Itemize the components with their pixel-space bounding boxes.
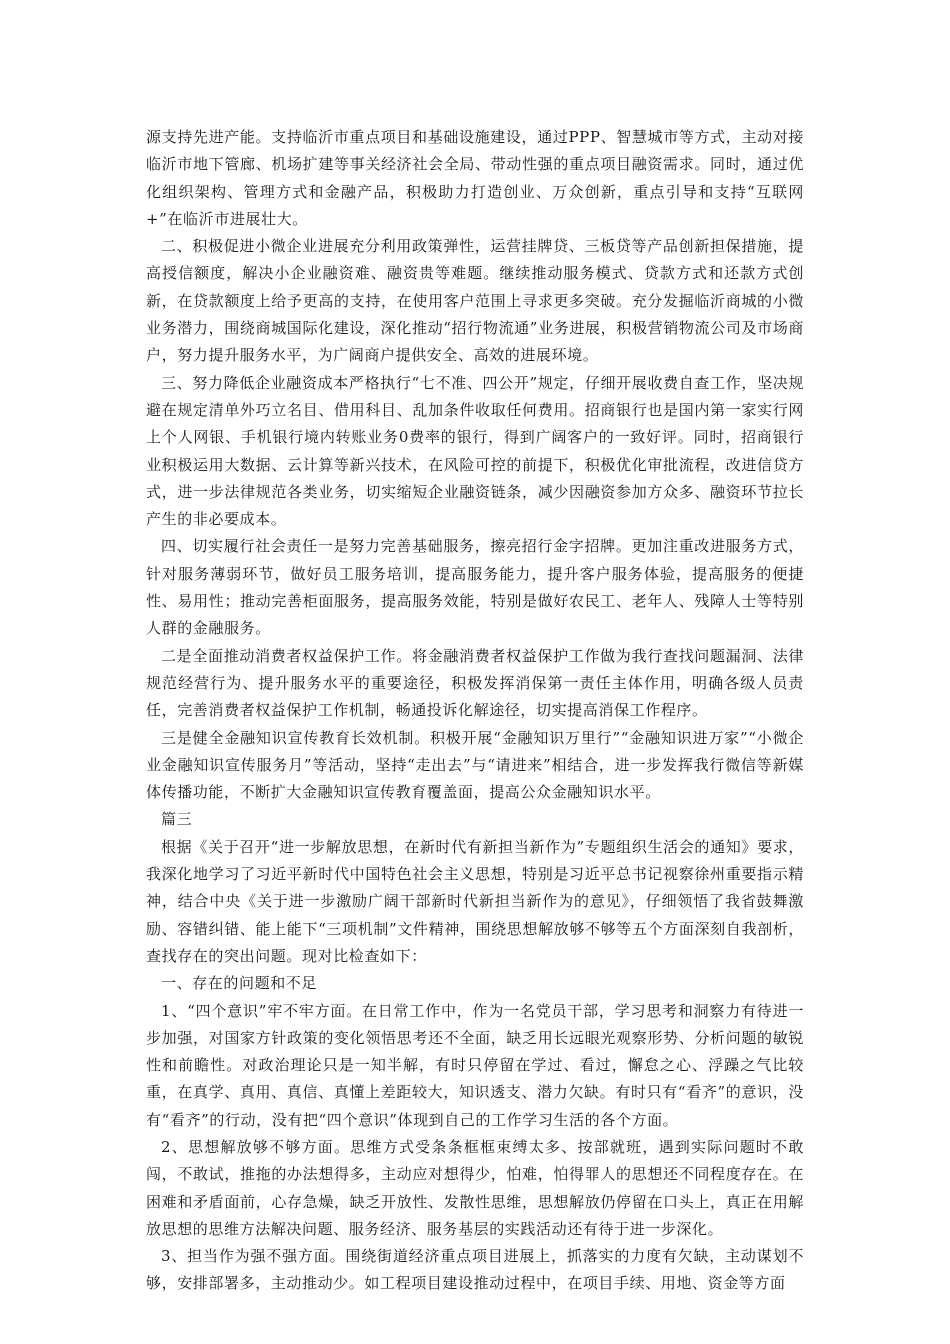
paragraph-4: 四、切实履行社会责任一是努力完善基础服务，擦亮招行金字招牌。更加注重改进服务方式，针对服务薄弱环节，做好员工服务培训，提高服务能力，提升客户服务体验，提高服务的便捷性、易用性；推动完善柜面服务，提高服务效能，特别是做好农民工、老年人、残障人士等特别人群的金融服务。 <box>146 537 804 638</box>
section-heading: 篇三 <box>161 810 193 829</box>
paragraph-3: 三、努力降低企业融资成本严格执行“七不准、四公开”规定，仔细开展收费自查工作，坚决规避在规定清单外巧立名目、借用科目、乱加条件收取任何费用。招商银行也是国内第一家实行网上个人网银、手机银行境内转账业务0费率的银行，得到广阔客户的一致好评。同时，招商银行业积极运用大数据、云计算等新兴技术，在风险可控的前提下，积极优化审批流程，改进信贷方式，进一步法律规范各类业务，切实缩短企业融资链条，减少因融资参加方众多、融资环节拉长产生的非必要成本。 <box>146 373 804 529</box>
paragraph-10: 1、“四个意识”牢不牢方面。在日常工作中，作为一名党员干部，学习思考和洞察力有待进一步加强，对国家方针政策的变化领悟思考还不全面，缺乏用长远眼光观察形势、分析问题的敏锐性和前瞻性。对政治理论只是一知半解，有时只停留在学过、看过，懈怠之心、浮躁之气比较重，在真学、真用、真信、真懂上差距较大，知识透支、潜力欠缺。有时只有“看齐”的意识，没有“看齐”的行动，没有把“四个意识”体现到自己的工作学习生活的各个方面。 <box>146 1001 804 1129</box>
paragraph-1: 源支持先进产能。支持临沂市重点项目和基础设施建设，通过PPP、智慧城市等方式，主动对接临沂市地下管廊、机场扩建等事关经济社会全局、带动性强的重点项目融资需求。同时，通过优化组织架构、管理方式和金融产品，积极助力打造创业、万众创新，重点引导和支持“互联网+”在临沂市进展壮大。 <box>146 128 804 228</box>
document-page <box>146 124 804 1298</box>
paragraph-12: 3、担当作为强不强方面。围绕街道经济重点项目进展上，抓落实的力度有欠缺，主动谋划不够，安排部署多，主动推动少。如工程项目建设推动过程中，在项目手续、用地、资金等方面 <box>146 1247 804 1293</box>
paragraph-8: 根据《关于召开“进一步解放思想，在新时代有新担当新作为”专题组织生活会的通知》要求，我深化地学习了习近平新时代中国特色社会主义思想，特别是习近平总书记视察徐州重要指示精神，结合中央《关于进一步激励广阔干部新时代新担当新作为的意见》，仔细领悟了我省鼓舞激励、容错纠错、能上能下“三项机制”文件精神，围绕思想解放够不够等五个方面深刻自我剖析，查找存在的突出问题。现对比检查如下： <box>146 837 804 965</box>
paragraph-2: 二、积极促进小微企业进展充分利用政策弹性，运营挂牌贷、三板贷等产品创新担保措施，提高授信额度，解决小企业融资难、融资贵等难题。继续推动服务模式、贷款方式和还款方式创新，在贷款额度上给予更高的支持，在使用客户范围上寻求更多突破。充分发掘临沂商城的小微业务潜力，围绕商城国际化建设，深化推动“招行物流通”业务进展，积极营销物流公司及市场商户，努力提升服务水平，为广阔商户提供安全、高效的进展环境。 <box>146 237 804 365</box>
paragraph-11: 2、思想解放够不够方面。思维方式受条条框框束缚太多、按部就班，遇到实际问题时不敢闯，不敢试，推拖的办法想得多，主动应对想得少，怕难，怕得罪人的思想还不同程度存在。在困难和矛盾面前，心存急燥，缺乏开放性、发散性思维，思想解放仍停留在口头上，真正在用解放思想的思维方法解决问题、服务经济、服务基层的实践活动还有待于进一步深化。 <box>146 1137 804 1238</box>
paragraph-5: 二是全面推动消费者权益保护工作。将金融消费者权益保护工作做为我行查找问题漏洞、法律规范经营行为、提升服务水平的重要途径，积极发挥消保第一责任主体作用，明确各级人员责任，完善消费者权益保护工作机制，畅通投诉化解途径，切实提高消保工作程序。 <box>146 646 804 720</box>
subsection-heading: 一、存在的问题和不足 <box>161 974 318 993</box>
paragraph-6: 三是健全金融知识宣传教育长效机制。积极开展“金融知识万里行”“金融知识进万家”“小微企业金融知识宣传服务月”等活动，坚持“走出去”与“请进来”相结合，进一步发挥我行微信等新媒体传播功能，不断扩大金融知识宣传教育覆盖面，提高公众金融知识水平。 <box>146 728 804 802</box>
